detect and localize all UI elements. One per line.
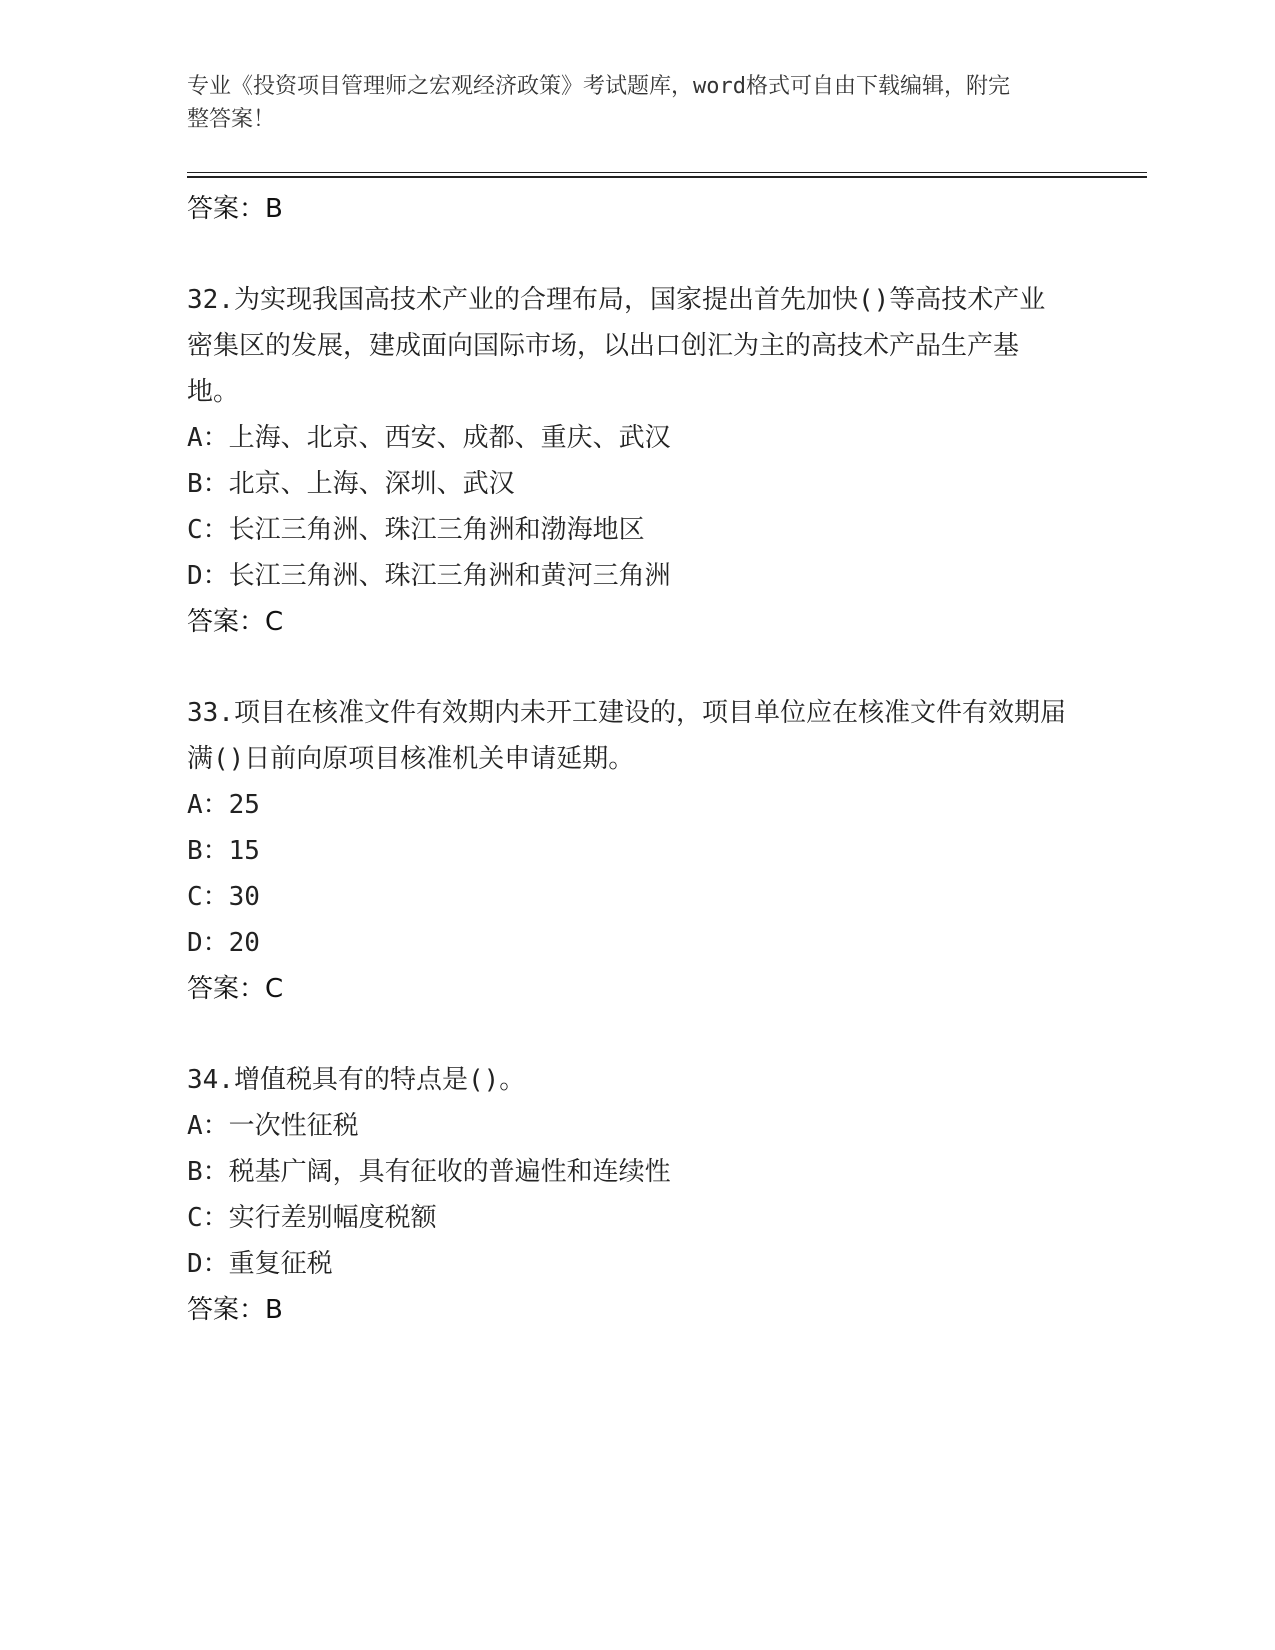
answer: 答案：B [187, 1295, 283, 1325]
option-b: B：税基广阔，具有征收的普遍性和连续性 [187, 1157, 671, 1187]
answer: 答案：C [187, 607, 284, 637]
document-header: 专业《投资项目管理师之宏观经济政策》考试题库，word格式可自由下载编辑，附完整答案！ [187, 74, 1010, 132]
option-a: A：一次性征税 [187, 1111, 359, 1141]
option-d: D：重复征税 [187, 1249, 333, 1279]
previous-answer: 答案：B [187, 194, 283, 224]
question-text: 33.项目在核准文件有效期内未开工建设的，项目单位应在核准文件有效期届满()日前向原项目核准机关申请延期。 [187, 698, 1066, 774]
question-32 [187, 277, 1147, 645]
question-text: 34.增值税具有的特点是()。 [187, 1065, 526, 1095]
option-b: B：北京、上海、深圳、武汉 [187, 469, 515, 499]
option-b: B：15 [187, 836, 260, 866]
option-c: C：长江三角洲、珠江三角洲和渤海地区 [187, 515, 645, 545]
option-d: D：长江三角洲、珠江三角洲和黄河三角洲 [187, 561, 671, 591]
header-divider [187, 172, 1147, 178]
document-page [187, 70, 1147, 1333]
question-33 [187, 690, 1147, 1012]
option-c: C：实行差别幅度税额 [187, 1203, 437, 1233]
question-text: 32.为实现我国高技术产业的合理布局，国家提出首先加快()等高技术产业密集区的发展，建成面向国际市场，以出口创汇为主的高技术产品生产基地。 [187, 285, 1046, 407]
answer: 答案：C [187, 974, 284, 1004]
option-d: D：20 [187, 928, 260, 958]
option-a: A：上海、北京、西安、成都、重庆、武汉 [187, 423, 671, 453]
option-a: A：25 [187, 790, 260, 820]
option-c: C：30 [187, 882, 260, 912]
question-34 [187, 1057, 1147, 1333]
